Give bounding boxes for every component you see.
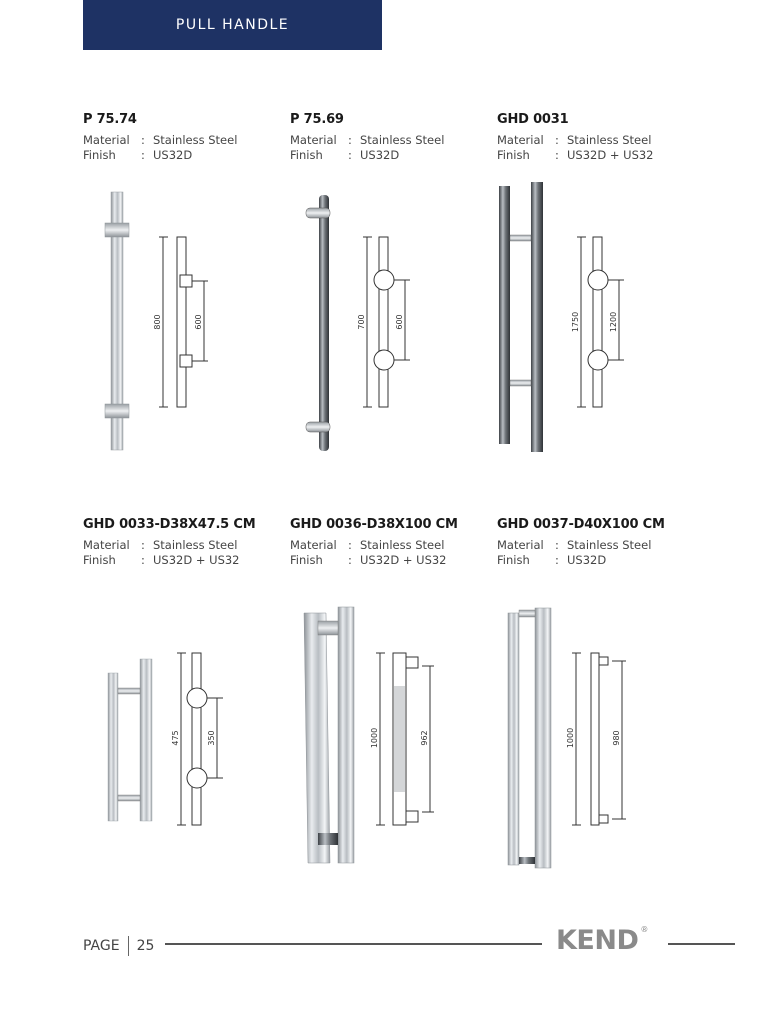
finish-row: Finish : US32D + US32 bbox=[497, 148, 654, 162]
dimension-center: 1200 bbox=[609, 311, 618, 333]
product-ghd0037 bbox=[497, 517, 697, 568]
dimension-center: 350 bbox=[207, 730, 216, 746]
material-value: Stainless Steel bbox=[153, 133, 238, 147]
material-value: Stainless Steel bbox=[567, 538, 652, 552]
dimension-total: 800 bbox=[153, 314, 162, 330]
dimension-drawing-p7569 bbox=[355, 230, 425, 415]
product-code: GHD 0036-D38X100 CM bbox=[290, 517, 458, 532]
finish-value: US32D + US32 bbox=[360, 553, 447, 567]
material-row: Material : Stainless Steel bbox=[83, 133, 238, 147]
page-divider bbox=[128, 936, 129, 956]
dimension-total: 1000 bbox=[370, 727, 379, 749]
finish-row: Finish : US32D + US32 bbox=[290, 553, 447, 567]
material-value: Stainless Steel bbox=[360, 538, 445, 552]
product-code: GHD 0031 bbox=[497, 112, 569, 127]
material-row: Material : Stainless Steel bbox=[497, 538, 652, 552]
finish-row: Finish : US32D bbox=[83, 148, 193, 162]
brand-logo bbox=[556, 925, 648, 956]
product-image-ghd0031 bbox=[495, 180, 555, 458]
product-code: P 75.74 bbox=[83, 112, 137, 127]
product-ghd0033 bbox=[83, 517, 283, 568]
brand-name: KEND bbox=[556, 925, 639, 956]
section-title: PULL HANDLE bbox=[175, 17, 290, 33]
material-value: Stainless Steel bbox=[360, 133, 445, 147]
product-code: GHD 0037-D40X100 CM bbox=[497, 517, 665, 532]
material-row: Material : Stainless Steel bbox=[83, 538, 238, 552]
dimension-drawing-p7574 bbox=[150, 230, 220, 415]
finish-value: US32D bbox=[360, 148, 400, 162]
product-image-p7569 bbox=[300, 190, 350, 455]
dimension-center: 980 bbox=[612, 730, 621, 746]
finish-value: US32D bbox=[567, 553, 607, 567]
dimension-center: 600 bbox=[395, 314, 404, 330]
page-label: PAGE bbox=[83, 938, 120, 954]
dimension-center: 962 bbox=[420, 730, 429, 746]
page-indicator bbox=[83, 936, 154, 956]
product-p7574 bbox=[83, 112, 283, 163]
product-code: P 75.69 bbox=[290, 112, 344, 127]
section-header bbox=[83, 0, 382, 50]
dimension-total: 475 bbox=[171, 730, 180, 746]
finish-value: US32D bbox=[153, 148, 193, 162]
material-value: Stainless Steel bbox=[567, 133, 652, 147]
material-row: Material : Stainless Steel bbox=[290, 538, 445, 552]
product-image-ghd0036 bbox=[300, 605, 360, 867]
dimension-drawing-ghd0037 bbox=[560, 648, 640, 830]
finish-row: Finish : US32D + US32 bbox=[83, 553, 240, 567]
page-number: 25 bbox=[136, 938, 155, 954]
finish-row: Finish : US32D bbox=[290, 148, 400, 162]
dimension-total: 700 bbox=[357, 314, 366, 330]
finish-value: US32D + US32 bbox=[153, 553, 240, 567]
product-image-ghd0037 bbox=[505, 605, 557, 870]
material-row: Material : Stainless Steel bbox=[290, 133, 445, 147]
finish-row: Finish : US32D bbox=[497, 553, 607, 567]
registered-mark: ® bbox=[640, 925, 648, 934]
dimension-total: 1750 bbox=[571, 311, 580, 333]
dimension-drawing-ghd0033 bbox=[165, 648, 235, 830]
product-image-ghd0033 bbox=[104, 655, 160, 825]
product-code: GHD 0033-D38X47.5 CM bbox=[83, 517, 256, 532]
dimension-drawing-ghd0031 bbox=[565, 230, 635, 415]
dimension-center: 600 bbox=[194, 314, 203, 330]
material-row: Material : Stainless Steel bbox=[497, 133, 652, 147]
footer-rule-right bbox=[668, 943, 735, 945]
product-ghd0031 bbox=[497, 112, 697, 163]
product-p7569 bbox=[290, 112, 490, 163]
product-ghd0036 bbox=[290, 517, 490, 568]
footer-rule-left bbox=[165, 943, 542, 945]
dimension-drawing-ghd0036 bbox=[362, 648, 442, 830]
material-value: Stainless Steel bbox=[153, 538, 238, 552]
dimension-total: 1000 bbox=[566, 727, 575, 749]
finish-value: US32D + US32 bbox=[567, 148, 654, 162]
